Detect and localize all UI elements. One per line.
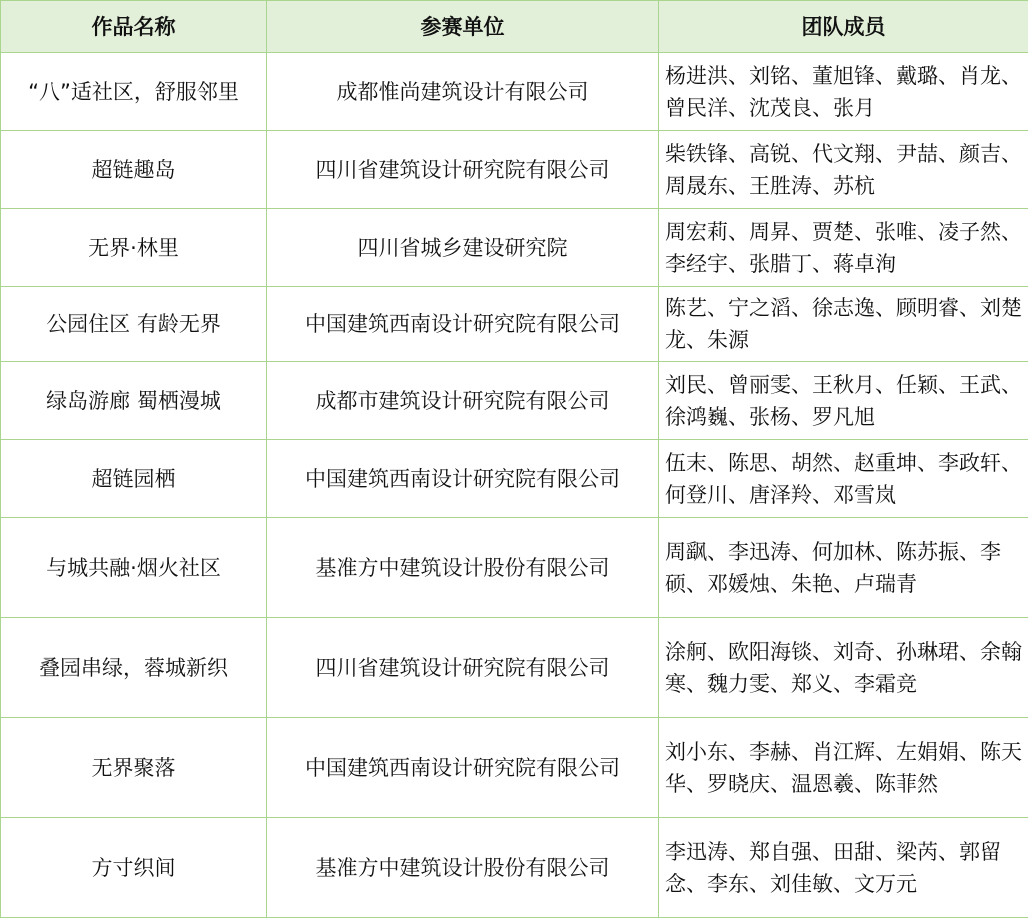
work-name-cell: 绿岛游廊 蜀栖漫城	[1, 362, 267, 440]
team-members-cell: 伍末、陈思、胡然、赵重坤、李政轩、何登川、唐泽羚、邓雪岚	[659, 440, 1028, 518]
organization-cell: 成都惟尚建筑设计有限公司	[267, 53, 659, 131]
table-row	[1, 618, 1028, 718]
header-organization: 参赛单位	[267, 1, 659, 53]
table-row	[1, 718, 1028, 818]
work-name-cell: 超链趣岛	[1, 131, 267, 209]
table-row	[1, 440, 1028, 518]
table-row	[1, 818, 1028, 918]
table-row	[1, 209, 1028, 287]
team-members-cell: 柴铁锋、高锐、代文翔、尹喆、颜吉、周晟东、王胜涛、苏杭	[659, 131, 1028, 209]
organization-cell: 四川省建筑设计研究院有限公司	[267, 131, 659, 209]
work-name-cell: “八”适社区，舒服邻里	[1, 53, 267, 131]
organization-cell: 中国建筑西南设计研究院有限公司	[267, 287, 659, 362]
table-row	[1, 131, 1028, 209]
team-members-cell: 刘小东、李赫、肖江辉、左娟娟、陈天华、罗晓庆、温恩羲、陈菲然	[659, 718, 1028, 818]
organization-cell: 中国建筑西南设计研究院有限公司	[267, 718, 659, 818]
table-row	[1, 518, 1028, 618]
table-row	[1, 362, 1028, 440]
team-members-cell: 周飖、李迅涛、何加林、陈苏振、李硕、邓媛烛、朱艳、卢瑞青	[659, 518, 1028, 618]
header-team-members: 团队成员	[659, 1, 1028, 53]
work-name-cell: 公园住区 有龄无界	[1, 287, 267, 362]
header-row	[1, 1, 1028, 53]
work-name-cell: 方寸织间	[1, 818, 267, 918]
organization-cell: 基准方中建筑设计股份有限公司	[267, 818, 659, 918]
work-name-cell: 无界聚落	[1, 718, 267, 818]
table-row	[1, 287, 1028, 362]
work-name-cell: 无界·林里	[1, 209, 267, 287]
organization-cell: 四川省建筑设计研究院有限公司	[267, 618, 659, 718]
organization-cell: 中国建筑西南设计研究院有限公司	[267, 440, 659, 518]
organization-cell: 成都市建筑设计研究院有限公司	[267, 362, 659, 440]
table-row	[1, 53, 1028, 131]
team-members-cell: 周宏莉、周昇、贾楚、张唯、凌子然、李经宇、张腊丁、蒋卓洵	[659, 209, 1028, 287]
team-members-cell: 李迅涛、郑自强、田甜、梁芮、郭留念、李东、刘佳敏、文万元	[659, 818, 1028, 918]
organization-cell: 基准方中建筑设计股份有限公司	[267, 518, 659, 618]
team-members-cell: 刘民、曾丽雯、王秋月、任颖、王武、徐鸿巍、张杨、罗凡旭	[659, 362, 1028, 440]
work-name-cell: 与城共融·烟火社区	[1, 518, 267, 618]
header-work-name: 作品名称	[1, 1, 267, 53]
team-members-cell: 涂舸、欧阳海锬、刘奇、孙琳珺、余翰寒、魏力雯、郑义、李霜竞	[659, 618, 1028, 718]
team-members-cell: 陈艺、宁之滔、徐志逸、顾明睿、刘楚龙、朱源	[659, 287, 1028, 362]
organization-cell: 四川省城乡建设研究院	[267, 209, 659, 287]
work-name-cell: 超链园栖	[1, 440, 267, 518]
work-name-cell: 叠园串绿，蓉城新织	[1, 618, 267, 718]
team-members-cell: 杨进洪、刘铭、董旭锋、戴璐、肖龙、曾民洋、沈茂良、张月	[659, 53, 1028, 131]
